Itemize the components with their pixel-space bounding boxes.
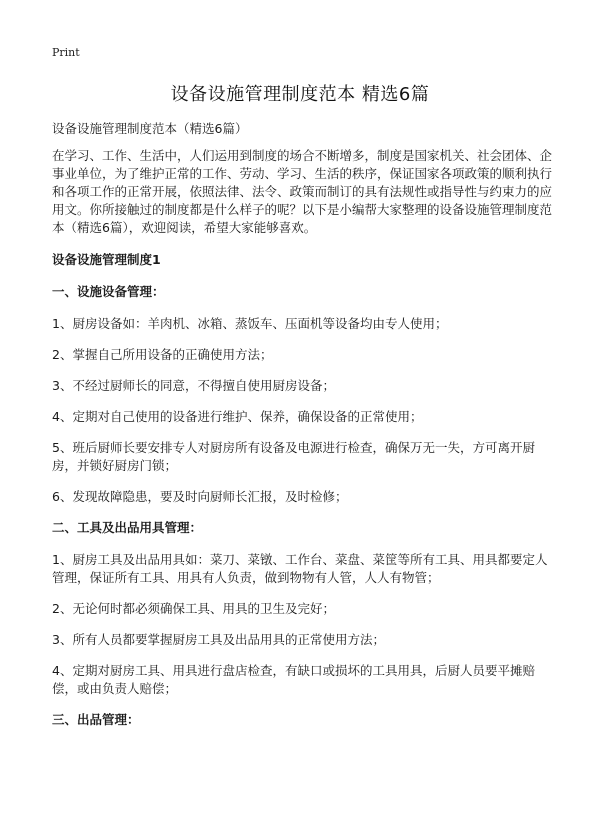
intro-paragraph: 在学习、工作、生活中，人们运用到制度的场合不断增多，制度是国家机关、社会团体、企事业单位，为了维护正常的工作、劳动、学习、生活的秩序，保证国家各项政策的顺利执行和各项工作的正常开展，依照法律、法令、政策而制订的具有法规性或指导性与约束力的应用文。你所接触过的制度都是什么样子的呢？以下是小编帮大家整理的设备设施管理制度范本（精选6篇），欢迎阅读，希望大家能够喜欢。 (52, 148, 553, 235)
list-item: 2、无论何时都必须确保工具、用具的卫生及完好； (52, 601, 335, 616)
list-item: 2、掌握自己所用设备的正确使用方法； (52, 347, 273, 362)
document-subtitle: 设备设施管理制度范本（精选6篇） (52, 121, 248, 136)
list-item: 4、定期对厨房工具、用具进行盘店检查，有缺口或损坏的工具用具，后厨人员要平摊赔偿，或由负责人赔偿； (52, 663, 535, 696)
list-item: 4、定期对自己使用的设备进行维护、保养，确保设备的正常使用； (52, 409, 423, 424)
list-item: 3、所有人员都要掌握厨房工具及出品用具的正常使用方法； (52, 632, 385, 647)
print-link[interactable]: Print (52, 46, 80, 59)
list-item: 1、厨房设备如：羊肉机、冰箱、蒸饭车、压面机等设备均由专人使用； (52, 316, 448, 331)
document-title: 设备设施管理制度范本 精选6篇 (170, 84, 430, 105)
document-body (52, 120, 552, 743)
section-title: 设备设施管理制度1 (52, 252, 161, 267)
list-item: 3、不经过厨师长的同意，不得擅自使用厨房设备； (52, 378, 335, 393)
list-item: 1、厨房工具及出品用具如：菜刀、菜镦、工作台、菜盘、菜筐等所有工具、用具都要定人管理，保证所有工具、用具有人负责，做到物物有人管，人人有物管； (52, 552, 548, 585)
subsection-heading: 一、设施设备管理： (52, 284, 165, 299)
subsection-heading: 三、出品管理： (52, 712, 140, 727)
list-item: 6、发现故障隐患，要及时向厨师长汇报，及时检修； (52, 489, 348, 504)
list-item: 5、班后厨师长要安排专人对厨房所有设备及电源进行检查，确保万无一失，方可离开厨房，并锁好厨房门锁； (52, 440, 535, 473)
subsection-heading: 二、工具及出品用具管理： (52, 520, 203, 535)
